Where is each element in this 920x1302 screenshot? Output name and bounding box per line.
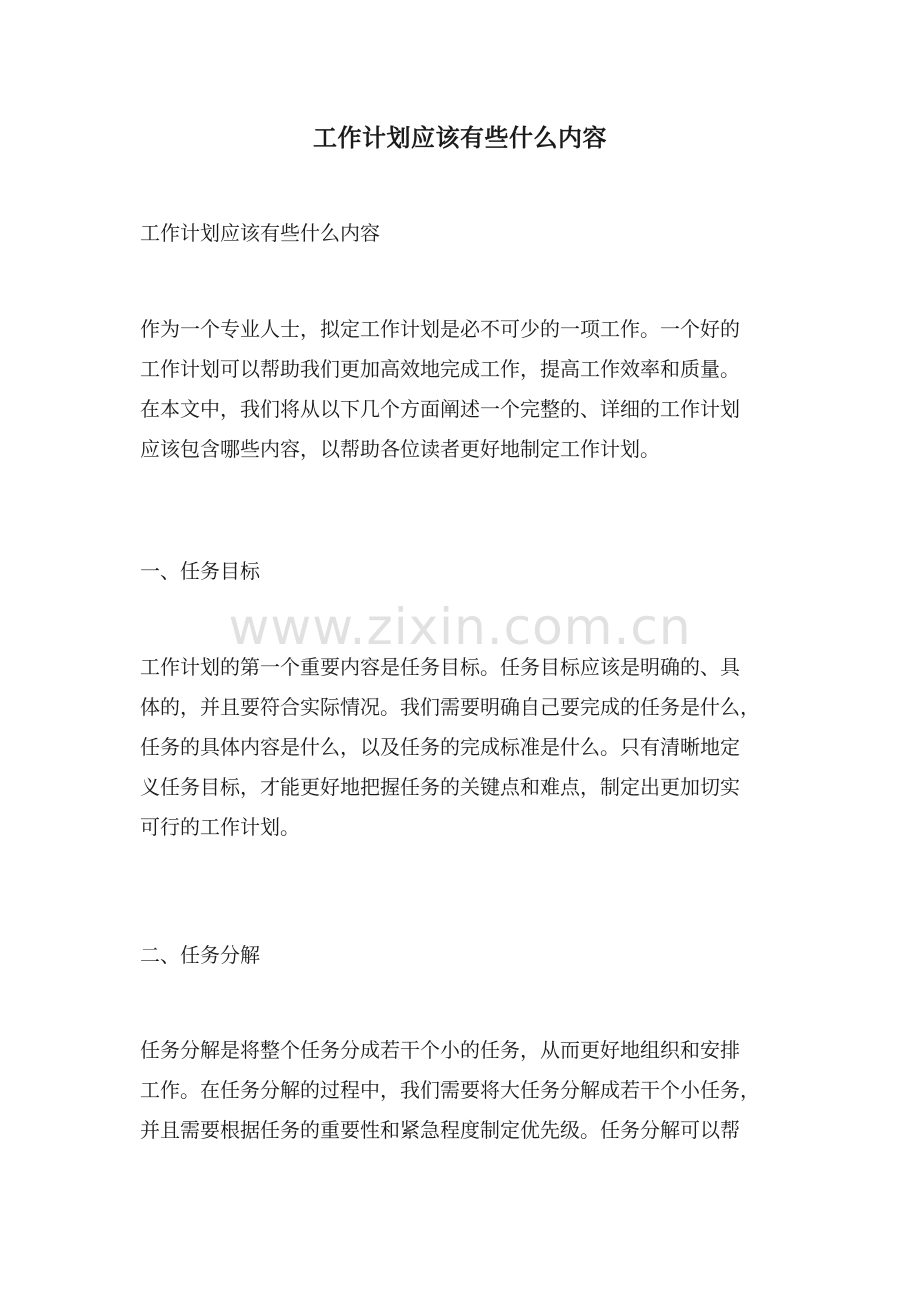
paragraph-line: 在本文中，我们将从以下几个方面阐述一个完整的、详细的工作计划	[140, 397, 740, 421]
paragraph-line: 任务分解是将整个任务分成若干个小的任务，从而更好地组织和安排	[140, 1038, 740, 1062]
document-subtitle	[140, 213, 790, 253]
paragraph-line: 体的，并且要符合实际情况。我们需要明确自己要完成的任务是什么，	[140, 695, 760, 719]
task-breakdown-paragraph	[140, 1030, 790, 1150]
subtitle-line: 工作计划应该有些什么内容	[140, 221, 380, 245]
section-heading: 一、任务目标	[140, 559, 260, 583]
paragraph-line: 作为一个专业人士，拟定工作计划是必不可少的一项工作。一个好的	[140, 317, 740, 341]
task-goal-paragraph	[140, 647, 790, 847]
paragraph-line: 可行的工作计划。	[140, 815, 300, 839]
section-heading: 二、任务分解	[140, 943, 260, 967]
section-heading-task-breakdown	[140, 935, 790, 975]
intro-paragraph	[140, 309, 790, 469]
paragraph-line: 义任务目标，才能更好地把握任务的关键点和难点，制定出更加切实	[140, 775, 740, 799]
paragraph-line: 工作计划的第一个重要内容是任务目标。任务目标应该是明确的、具	[140, 655, 740, 679]
watermark: www.zixin.com.cn	[228, 598, 692, 656]
paragraph-line: 工作。在任务分解的过程中，我们需要将大任务分解成若干个小任务，	[140, 1078, 760, 1102]
paragraph-line: 并且需要根据任务的重要性和紧急程度制定优先级。任务分解可以帮	[140, 1118, 740, 1142]
paragraph-line: 工作计划可以帮助我们更加高效地完成工作，提高工作效率和质量。	[140, 357, 740, 381]
section-heading-task-goal	[140, 551, 790, 591]
paragraph-line: 任务的具体内容是什么，以及任务的完成标准是什么。只有清晰地定	[140, 735, 740, 759]
paragraph-line: 应该包含哪些内容，以帮助各位读者更好地制定工作计划。	[140, 437, 660, 461]
document-title: 工作计划应该有些什么内容	[313, 123, 607, 152]
